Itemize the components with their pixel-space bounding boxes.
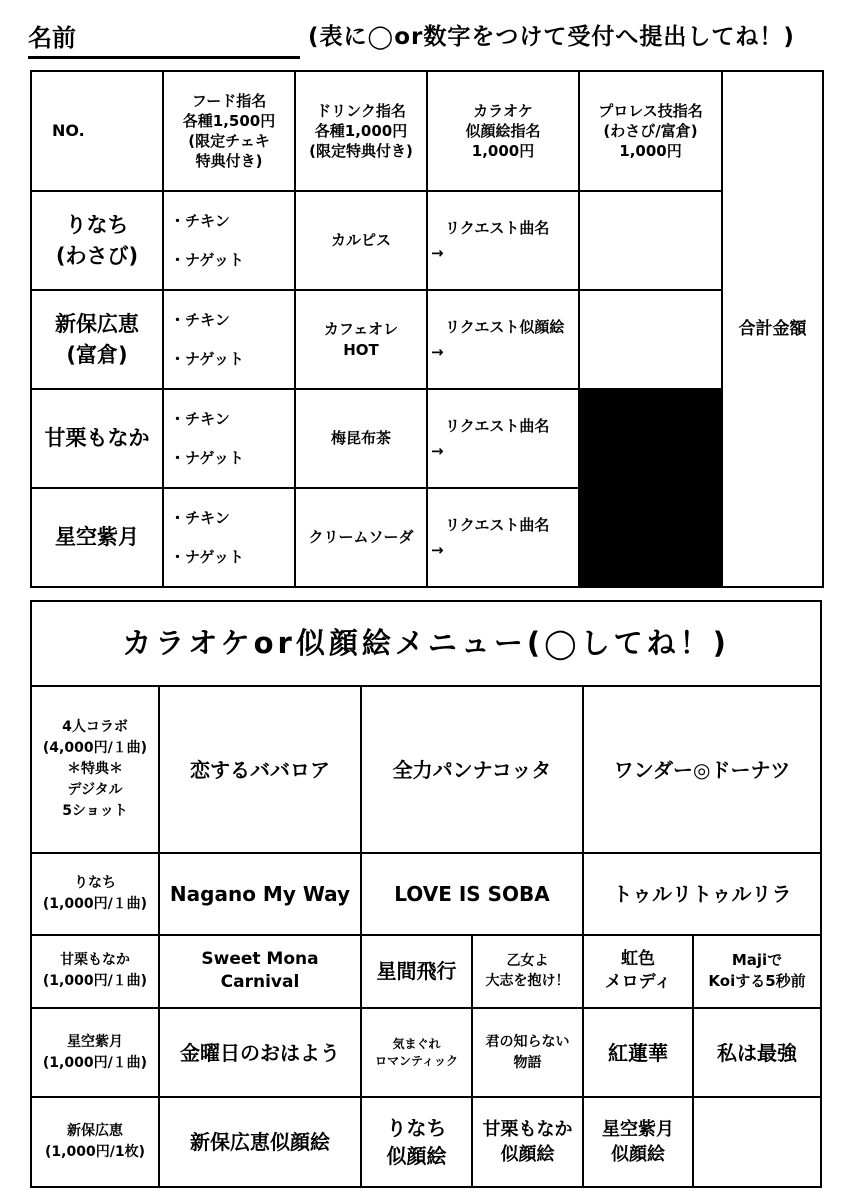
song-cell[interactable]: 恋するババロア: [159, 686, 361, 853]
menu-row-hiroe: [31, 1097, 821, 1187]
song-cell[interactable]: 虹色 メロディ: [583, 935, 693, 1008]
request-cell[interactable]: リクエスト似顔絵 →: [427, 290, 579, 389]
song-cell[interactable]: 私は最強: [693, 1008, 821, 1098]
portrait-cell[interactable]: 甘栗もなか 似顔絵: [472, 1097, 583, 1187]
collab-label: 4人コラボ (4,000円/１曲) ＊特典＊ デジタル 5ショット: [31, 686, 159, 853]
arrow-icon: →: [431, 342, 444, 361]
song-cell[interactable]: Nagano My Way: [159, 853, 361, 934]
header-prowrestling: プロレス技指名 (わさび/富倉) 1,000円: [579, 71, 722, 191]
arrow-icon: →: [431, 441, 444, 460]
name-input-line[interactable]: [28, 56, 300, 59]
song-cell[interactable]: 星間飛行: [361, 935, 472, 1008]
menu-row-collab: [31, 686, 821, 853]
row-name: りなち (わさび): [31, 191, 163, 290]
food-cell[interactable]: ・チキン ・ナゲット: [163, 389, 295, 488]
table-row: [31, 191, 823, 290]
order-table: [30, 70, 824, 588]
request-cell[interactable]: リクエスト曲名 →: [427, 191, 579, 290]
table-row: [31, 389, 823, 488]
menu-row-monaka: [31, 935, 821, 1008]
portrait-cell[interactable]: りなち 似顔絵: [361, 1097, 472, 1187]
total-amount-cell[interactable]: 合計金額: [722, 71, 823, 587]
header-food: フード指名 各種1,500円 (限定チェキ 特典付き): [163, 71, 295, 191]
row-name: 甘栗もなか: [31, 389, 163, 488]
request-cell[interactable]: リクエスト曲名 →: [427, 488, 579, 587]
monaka-label: 甘栗もなか (1,000円/１曲): [31, 935, 159, 1008]
wrestling-cell[interactable]: [579, 191, 722, 290]
wrestling-cell[interactable]: [579, 290, 722, 389]
menu-row-shizuki: [31, 1008, 821, 1098]
song-cell[interactable]: ワンダー◎ドーナツ: [583, 686, 821, 853]
portrait-cell[interactable]: 新保広恵似顔絵: [159, 1097, 361, 1187]
song-cell[interactable]: Majiで Koiする5秒前: [693, 935, 821, 1008]
name-label: 名前: [28, 24, 76, 52]
menu-title: カラオケor似顔絵メニュー(◯してね！): [31, 601, 821, 686]
hiroe-label: 新保広恵 (1,000円/1枚): [31, 1097, 159, 1187]
song-cell[interactable]: 君の知らない 物語: [472, 1008, 583, 1098]
menu-table: [30, 600, 822, 1188]
header-no: NO.: [31, 71, 163, 191]
song-cell[interactable]: トゥルリトゥルリラ: [583, 853, 821, 934]
table-row: [31, 290, 823, 389]
song-cell[interactable]: LOVE IS SOBA: [361, 853, 583, 934]
arrow-icon: →: [431, 243, 444, 262]
menu-row-rinachi: [31, 853, 821, 934]
row-name: 新保広恵 (富倉): [31, 290, 163, 389]
song-cell[interactable]: 金曜日のおはよう: [159, 1008, 361, 1098]
empty-cell: [693, 1097, 821, 1187]
food-cell[interactable]: ・チキン ・ナゲット: [163, 488, 295, 587]
arrow-icon: →: [431, 540, 444, 559]
shizuki-label: 星空紫月 (1,000円/１曲): [31, 1008, 159, 1098]
portrait-cell[interactable]: 星空紫月 似顔絵: [583, 1097, 693, 1187]
drink-cell[interactable]: クリームソーダ: [295, 488, 427, 587]
wrestling-unavailable-block: [579, 389, 722, 587]
song-cell[interactable]: 全力パンナコッタ: [361, 686, 583, 853]
rinachi-label: りなち (1,000円/１曲): [31, 853, 159, 934]
song-cell[interactable]: 気まぐれ ロマンティック: [361, 1008, 472, 1098]
food-cell[interactable]: ・チキン ・ナゲット: [163, 290, 295, 389]
song-cell[interactable]: 乙女よ 大志を抱け！: [472, 935, 583, 1008]
song-cell[interactable]: 紅蓮華: [583, 1008, 693, 1098]
request-cell[interactable]: リクエスト曲名 →: [427, 389, 579, 488]
header-drink: ドリンク指名 各種1,000円 (限定特典付き): [295, 71, 427, 191]
instruction-note: (表に◯or数字をつけて受付へ提出してね！): [308, 24, 795, 50]
drink-cell[interactable]: カルピス: [295, 191, 427, 290]
song-cell[interactable]: Sweet Mona Carnival: [159, 935, 361, 1008]
row-name: 星空紫月: [31, 488, 163, 587]
drink-cell[interactable]: カフェオレ HOT: [295, 290, 427, 389]
header-karaoke: カラオケ 似顔絵指名 1,000円: [427, 71, 579, 191]
food-cell[interactable]: ・チキン ・ナゲット: [163, 191, 295, 290]
drink-cell[interactable]: 梅昆布茶: [295, 389, 427, 488]
